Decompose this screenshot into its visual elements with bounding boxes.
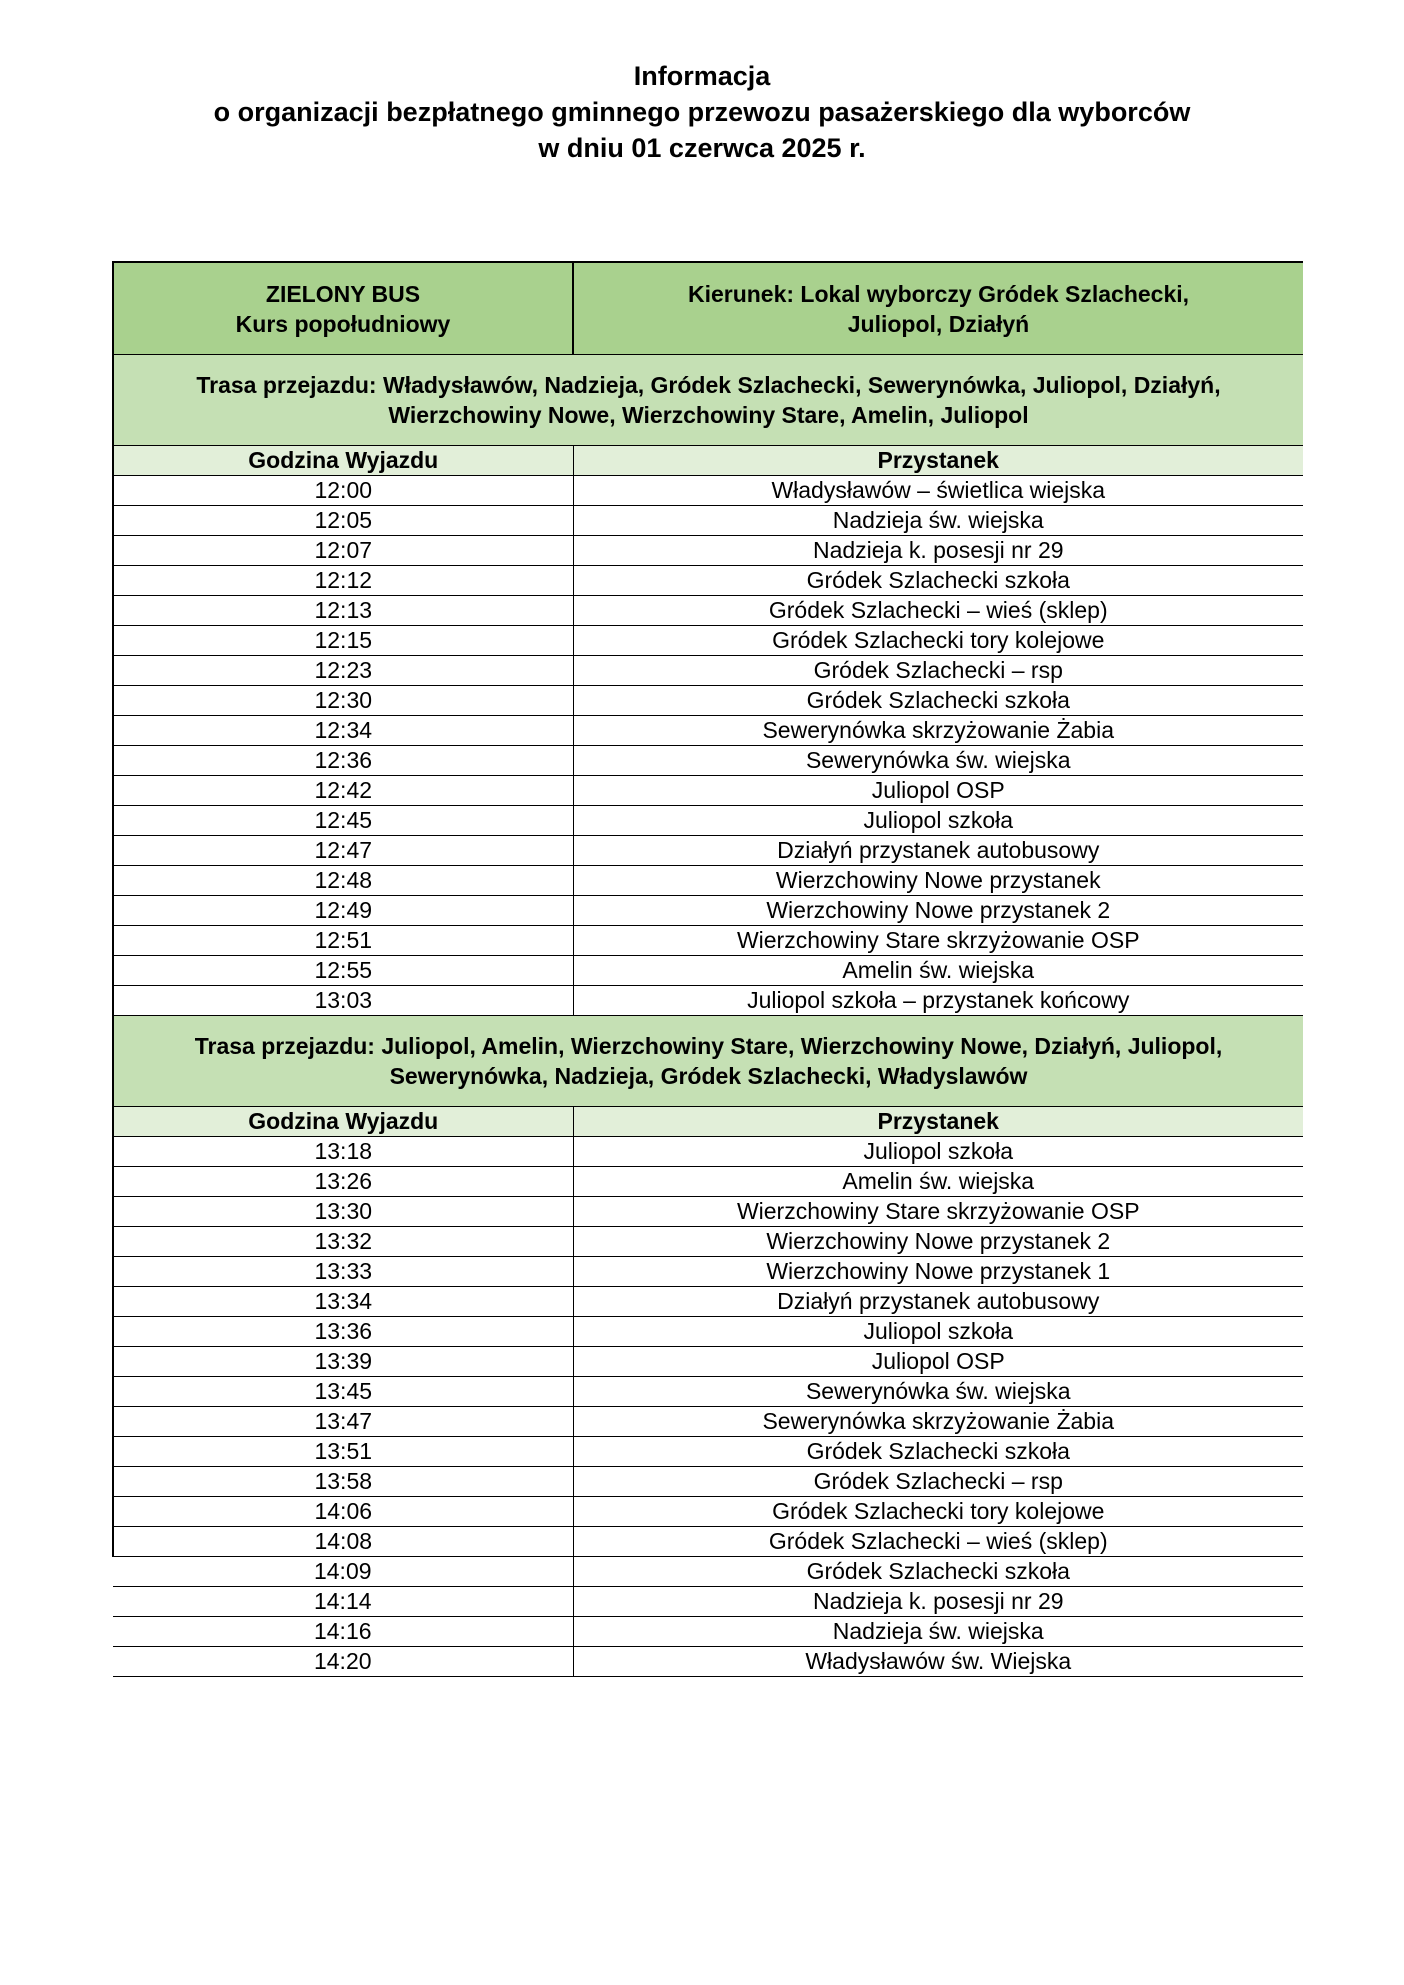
departure-time: 12:13 bbox=[113, 596, 573, 626]
departure-time: 13:03 bbox=[113, 986, 573, 1016]
table-row bbox=[113, 896, 1303, 926]
column-header-stop: Przystanek bbox=[573, 1107, 1303, 1137]
title-line-3: w dniu 01 czerwca 2025 r. bbox=[538, 133, 866, 163]
stop-name: Juliopol OSP bbox=[573, 1347, 1303, 1377]
direction-line-1: Kierunek: Lokal wyborczy Gródek Szlachecki, bbox=[687, 280, 1190, 307]
table-row bbox=[113, 626, 1303, 656]
departure-time: 12:49 bbox=[113, 896, 573, 926]
table-row bbox=[113, 746, 1303, 776]
table-row bbox=[113, 926, 1303, 956]
departure-time: 13:18 bbox=[113, 1137, 573, 1167]
departure-time: 12:15 bbox=[113, 626, 573, 656]
departure-time: 13:36 bbox=[113, 1317, 573, 1347]
stop-name: Nadzieja św. wiejska bbox=[573, 1617, 1303, 1647]
departure-time: 13:30 bbox=[113, 1197, 573, 1227]
departure-time: 13:58 bbox=[113, 1467, 573, 1497]
table-row bbox=[113, 1617, 1303, 1647]
column-header-time: Godzina Wyjazdu bbox=[113, 1107, 573, 1137]
departure-time: 12:36 bbox=[113, 746, 573, 776]
stop-name: Wierzchowiny Nowe przystanek 1 bbox=[573, 1257, 1303, 1287]
stop-name: Juliopol szkoła bbox=[573, 1137, 1303, 1167]
stop-name: Sewerynówka św. wiejska bbox=[573, 1377, 1303, 1407]
route2-route-description bbox=[113, 1016, 1303, 1107]
table-row bbox=[113, 1587, 1303, 1617]
stop-name: Nadzieja św. wiejska bbox=[573, 506, 1303, 536]
table-row bbox=[113, 1407, 1303, 1437]
table-row bbox=[113, 1287, 1303, 1317]
table-row bbox=[113, 1437, 1303, 1467]
stop-name: Gródek Szlachecki – wieś (sklep) bbox=[573, 1527, 1303, 1557]
table-row bbox=[113, 1347, 1303, 1377]
stop-name: Gródek Szlachecki tory kolejowe bbox=[573, 1497, 1303, 1527]
table-row bbox=[113, 566, 1303, 596]
departure-time: 12:05 bbox=[113, 506, 573, 536]
table-header-row bbox=[113, 262, 1303, 355]
table-row bbox=[113, 536, 1303, 566]
stop-name: Gródek Szlachecki szkoła bbox=[573, 1437, 1303, 1467]
departure-time: 13:26 bbox=[113, 1167, 573, 1197]
table-row bbox=[113, 1467, 1303, 1497]
departure-time: 12:34 bbox=[113, 716, 573, 746]
departure-time: 12:47 bbox=[113, 836, 573, 866]
route-description-line1: Trasa przejazdu: Juliopol, Amelin, Wierzchowiny Stare, Wierzchowiny Nowe, Działyń, Juliopol, bbox=[194, 1033, 1223, 1059]
title-line-1: Informacja bbox=[633, 61, 771, 91]
stop-name: Amelin św. wiejska bbox=[573, 956, 1303, 986]
stop-name: Nadzieja k. posesji nr 29 bbox=[573, 536, 1303, 566]
departure-time: 14:20 bbox=[113, 1647, 573, 1677]
stop-name: Władysławów św. Wiejska bbox=[573, 1647, 1303, 1677]
departure-time: 13:45 bbox=[113, 1377, 573, 1407]
departure-time: 12:55 bbox=[113, 956, 573, 986]
stop-name: Sewerynówka św. wiejska bbox=[573, 746, 1303, 776]
stop-name: Gródek Szlachecki szkoła bbox=[573, 1557, 1303, 1587]
direction-cell bbox=[573, 262, 1303, 355]
table-row bbox=[113, 656, 1303, 686]
route2-column-header-row bbox=[113, 1107, 1303, 1137]
departure-time: 13:32 bbox=[113, 1227, 573, 1257]
stop-name: Działyń przystanek autobusowy bbox=[573, 1287, 1303, 1317]
route1-route-description bbox=[113, 355, 1303, 446]
table-row bbox=[113, 1647, 1303, 1677]
departure-time: 13:33 bbox=[113, 1257, 573, 1287]
table-row bbox=[113, 1317, 1303, 1347]
stop-name: Juliopol szkoła bbox=[573, 806, 1303, 836]
stop-name: Wierzchowiny Stare skrzyżowanie OSP bbox=[573, 926, 1303, 956]
table-row bbox=[113, 596, 1303, 626]
route-description-line1: Trasa przejazdu: Władysławów, Nadzieja, Gródek Szlachecki, Sewerynówka, Juliopol, Działyń, bbox=[196, 372, 1221, 398]
table-row bbox=[113, 506, 1303, 536]
table-row bbox=[113, 716, 1303, 746]
stop-name: Gródek Szlachecki – rsp bbox=[573, 656, 1303, 686]
departure-time: 14:14 bbox=[113, 1587, 573, 1617]
column-header-stop: Przystanek bbox=[573, 446, 1303, 476]
table-row bbox=[113, 476, 1303, 506]
stop-name: Gródek Szlachecki szkoła bbox=[573, 566, 1303, 596]
table-row bbox=[113, 1137, 1303, 1167]
document-title bbox=[0, 58, 1404, 166]
departure-time: 13:47 bbox=[113, 1407, 573, 1437]
stop-name: Juliopol szkoła bbox=[573, 1317, 1303, 1347]
departure-time: 12:30 bbox=[113, 686, 573, 716]
stop-name: Wierzchowiny Stare skrzyżowanie OSP bbox=[573, 1197, 1303, 1227]
departure-time: 13:39 bbox=[113, 1347, 573, 1377]
title-line-2: o organizacji bezpłatnego gminnego przewozu pasażerskiego dla wyborców bbox=[213, 97, 1191, 127]
route-description-cell bbox=[113, 355, 1303, 446]
table-row bbox=[113, 1497, 1303, 1527]
stop-name: Działyń przystanek autobusowy bbox=[573, 836, 1303, 866]
stop-name: Juliopol szkoła – przystanek końcowy bbox=[573, 986, 1303, 1016]
table-row bbox=[113, 1227, 1303, 1257]
departure-time: 12:51 bbox=[113, 926, 573, 956]
table-row bbox=[113, 1167, 1303, 1197]
departure-time: 12:07 bbox=[113, 536, 573, 566]
table-row bbox=[113, 956, 1303, 986]
table-row bbox=[113, 986, 1303, 1016]
departure-time: 12:00 bbox=[113, 476, 573, 506]
departure-time: 12:23 bbox=[113, 656, 573, 686]
stop-name: Gródek Szlachecki – rsp bbox=[573, 1467, 1303, 1497]
route1-column-header-row bbox=[113, 446, 1303, 476]
stop-name: Gródek Szlachecki – wieś (sklep) bbox=[573, 596, 1303, 626]
table-row bbox=[113, 1257, 1303, 1287]
table-row bbox=[113, 1557, 1303, 1587]
table-row bbox=[113, 866, 1303, 896]
departure-time: 14:06 bbox=[113, 1497, 573, 1527]
table-row bbox=[113, 806, 1303, 836]
departure-time: 14:16 bbox=[113, 1617, 573, 1647]
stop-name: Nadzieja k. posesji nr 29 bbox=[573, 1587, 1303, 1617]
departure-time: 13:34 bbox=[113, 1287, 573, 1317]
stop-name: Wierzchowiny Nowe przystanek bbox=[573, 866, 1303, 896]
stop-name: Władysławów – świetlica wiejska bbox=[573, 476, 1303, 506]
direction-line-2: Juliopol, Działyń bbox=[847, 310, 1030, 337]
stop-name: Wierzchowiny Nowe przystanek 2 bbox=[573, 896, 1303, 926]
table-row bbox=[113, 1197, 1303, 1227]
bus-info-cell bbox=[113, 262, 573, 355]
stop-name: Wierzchowiny Nowe przystanek 2 bbox=[573, 1227, 1303, 1257]
table-row bbox=[113, 776, 1303, 806]
stop-name: Sewerynówka skrzyżowanie Żabia bbox=[573, 716, 1303, 746]
departure-time: 14:08 bbox=[113, 1527, 573, 1557]
departure-time: 12:45 bbox=[113, 806, 573, 836]
stop-name: Gródek Szlachecki szkoła bbox=[573, 686, 1303, 716]
route-description-line2: Sewerynówka, Nadzieja, Gródek Szlachecki, Władyslawów bbox=[389, 1063, 1028, 1089]
departure-time: 14:09 bbox=[113, 1557, 573, 1587]
table-row bbox=[113, 1527, 1303, 1557]
table-row bbox=[113, 686, 1303, 716]
table-row bbox=[113, 836, 1303, 866]
departure-time: 13:51 bbox=[113, 1437, 573, 1467]
table-row bbox=[113, 1377, 1303, 1407]
departure-time: 12:48 bbox=[113, 866, 573, 896]
column-header-time: Godzina Wyjazdu bbox=[113, 446, 573, 476]
departure-time: 12:42 bbox=[113, 776, 573, 806]
route-description-cell bbox=[113, 1016, 1303, 1107]
stop-name: Gródek Szlachecki tory kolejowe bbox=[573, 626, 1303, 656]
stop-name: Amelin św. wiejska bbox=[573, 1167, 1303, 1197]
bus-name: ZIELONY BUS bbox=[265, 280, 421, 307]
schedule-table bbox=[112, 261, 1303, 1677]
route-description-line2: Wierzchowiny Nowe, Wierzchowiny Stare, Amelin, Juliopol bbox=[388, 402, 1029, 428]
stop-name: Sewerynówka skrzyżowanie Żabia bbox=[573, 1407, 1303, 1437]
stop-name: Juliopol OSP bbox=[573, 776, 1303, 806]
course-name: Kurs popołudniowy bbox=[235, 310, 451, 337]
departure-time: 12:12 bbox=[113, 566, 573, 596]
